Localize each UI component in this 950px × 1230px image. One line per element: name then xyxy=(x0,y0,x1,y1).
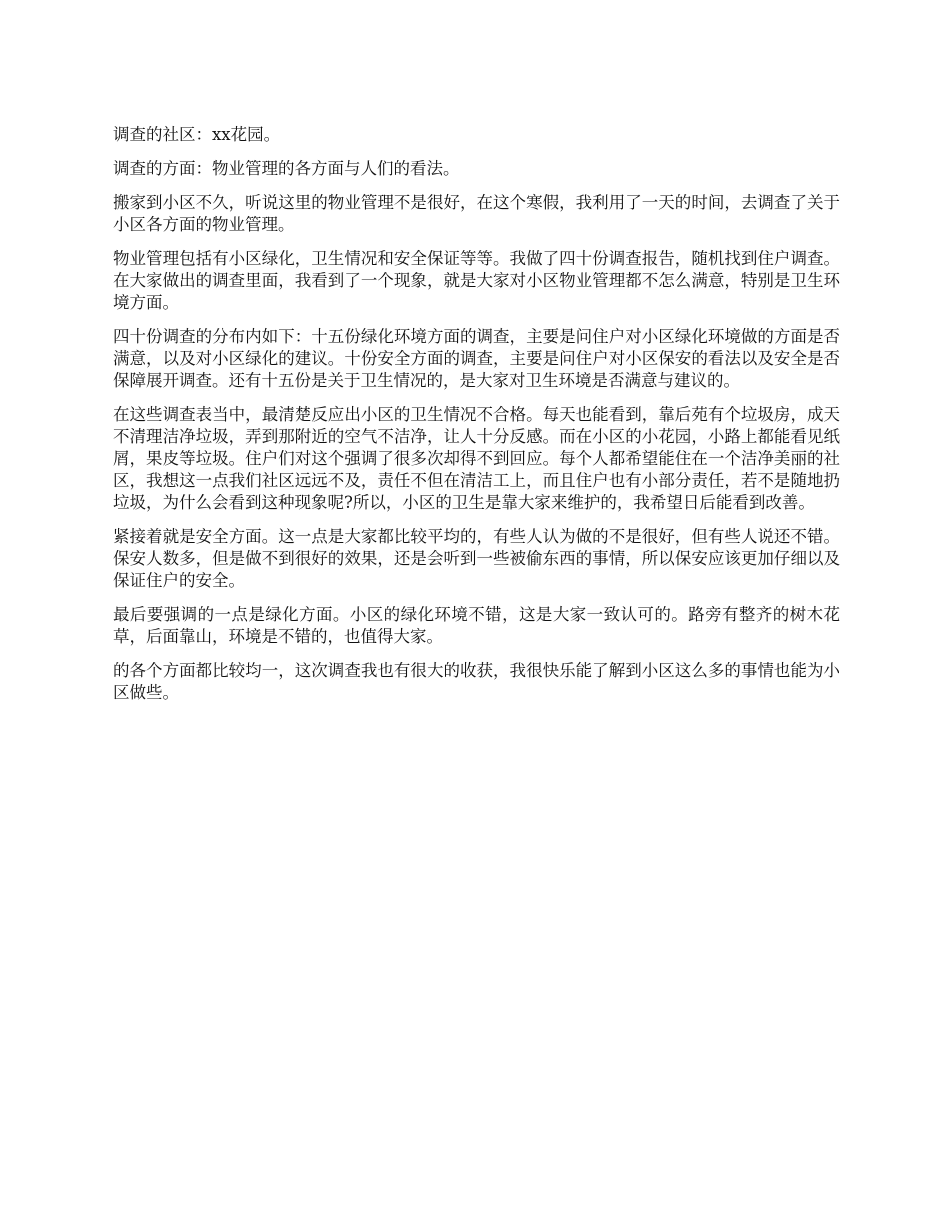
paragraph-conclusion: 的各个方面都比较均一，这次调查我也有很大的收获，我很快乐能了解到小区这么多的事情也能为小区做些。 xyxy=(113,661,840,702)
paragraph-security: 紧接着就是安全方面。这一点是大家都比较平均的，有些人认为做的不是很好，但有些人说还不错。保安人数多，但是做不到很好的效果，还是会听到一些被偷东西的事情，所以保安应该更加仔细以及保证住户的安全。 xyxy=(113,527,840,590)
paragraph-management-overview: 物业管理包括有小区绿化，卫生情况和安全保证等等。我做了四十份调查报告，随机找到住户调查。在大家做出的调查里面，我看到了一个现象，就是大家对小区物业管理都不怎么满意，特别是卫生环境方面。 xyxy=(113,249,840,312)
paragraph-survey-distribution: 四十份调查的分布内如下：十五份绿化环境方面的调查，主要是问住户对小区绿化环境做的方面是否满意，以及对小区绿化的建议。十份安全方面的调查，主要是问住户对小区保安的看法以及安全是否保障展开调查。还有十五份是关于卫生情况的，是大家对卫生环境是否满意与建议的。 xyxy=(113,327,840,390)
paragraph-greening: 最后要强调的一点是绿化方面。小区的绿化环境不错，这是大家一致认可的。路旁有整齐的树木花草，后面靠山，环境是不错的，也值得大家。 xyxy=(113,605,840,646)
paragraph-survey-aspects: 调查的方面：物业管理的各方面与人们的看法。 xyxy=(113,159,460,178)
paragraph-introduction: 搬家到小区不久，听说这里的物业管理不是很好，在这个寒假，我利用了一天的时间，去调查了关于小区各方面的物业管理。 xyxy=(113,193,840,234)
document-body xyxy=(113,124,840,716)
paragraph-survey-community: 调查的社区：xx花园。 xyxy=(113,125,281,144)
paragraph-hygiene: 在这些调查表当中，最清楚反应出小区的卫生情况不合格。每天也能看到，靠后苑有个垃圾房，成天不清理洁净垃圾，弄到那附近的空气不洁净，让人十分反感。而在小区的小花园，小路上都能看见纸屑，果皮等垃圾。住户们对这个强调了很多次却得不到回应。每个人都希望能住在一个洁净美丽的社区，我想这一点我们社区远远不及，责任不但在清洁工上，而且住户也有小部分责任，若不是随地扔垃圾，为什么会看到这种现象呢?所以，小区的卫生是靠大家来维护的，我希望日后能看到改善。 xyxy=(113,405,840,512)
